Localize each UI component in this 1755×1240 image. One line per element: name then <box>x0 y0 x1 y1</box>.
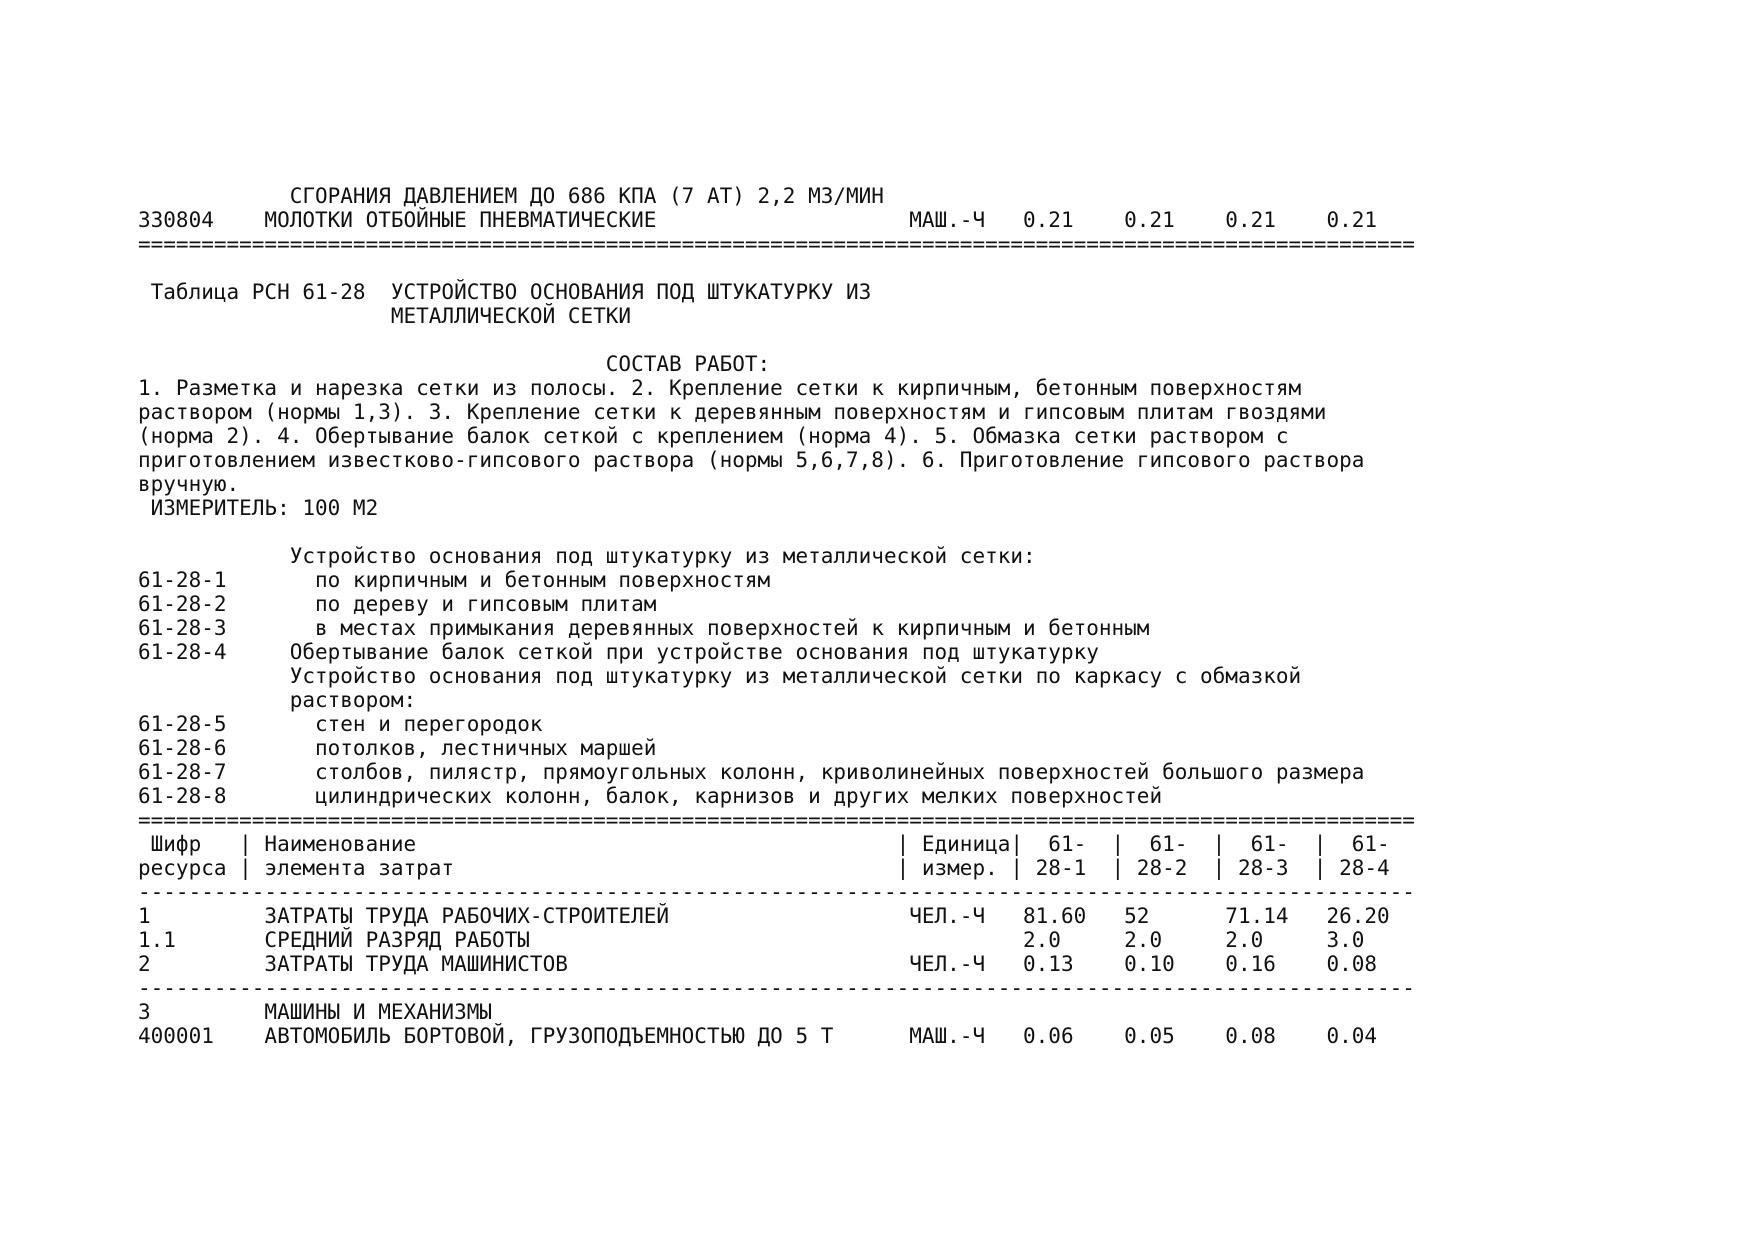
cost-table-line: 2 ЗАТРАТЫ ТРУДА МАШИНИСТОВ ЧЕЛ.-Ч 0.13 0.10 0.16 0.08 <box>138 952 1378 976</box>
cost-table-line: ресурса | элемента затрат | измер. | 28-1 | 28-2 | 28-3 | 28-4 <box>138 856 1390 880</box>
norm-index-line: 61-28-8 цилиндрических колонн, балок, карнизов и других мелких поверхностей <box>138 784 1163 808</box>
blank-line <box>138 520 1415 544</box>
norm-index-line: 61-28-2 по дереву и гипсовым плитам <box>138 592 657 616</box>
cost-table-line: ----------------------------------------------------------------------------------------------------- <box>138 976 1415 1000</box>
cost-table <box>138 808 1415 1048</box>
work-scope-line: приготовлением известково-гипсового раствора (нормы 5,6,7,8). 6. Приготовление гипсового раствора <box>138 448 1365 472</box>
norm-index <box>138 544 1415 808</box>
work-scope-line: раствором (нормы 1,3). 3. Крепление сетки к деревянным поверхностям и гипсовым плитам гвоздями <box>138 400 1327 424</box>
norm-index-line: 61-28-7 столбов, пилястр, прямоугольных колонн, криволинейных поверхностей большого размера <box>138 760 1365 784</box>
norm-index-line: 61-28-3 в местах примыкания деревянных поверхностей к кирпичным и бетонным <box>138 616 1150 640</box>
norm-index-line: 61-28-5 стен и перегородок <box>138 712 543 736</box>
table-heading <box>138 280 1415 352</box>
cost-table-line: Шифр | Наименование | Единица| 61- | 61- | 61- | 61- <box>138 832 1415 856</box>
table-heading-line: Таблица РСН 61-28 УСТРОЙСТВО ОСНОВАНИЯ ПОД ШТУКАТУРКУ ИЗ <box>138 280 872 304</box>
table-heading-line: МЕТАЛЛИЧЕСКОЙ СЕТКИ <box>138 304 632 328</box>
cost-table-line: ----------------------------------------------------------------------------------------------------- <box>138 880 1415 904</box>
norm-index-line: Устройство основания под штукатурку из металлической сетки: <box>138 544 1036 568</box>
cost-table-line: 1 ЗАТРАТЫ ТРУДА РАБОЧИХ-СТРОИТЕЛЕЙ ЧЕЛ.-Ч 81.60 52 71.14 26.20 <box>138 904 1390 928</box>
carryover-row-line: СГОРАНИЯ ДАВЛЕНИЕМ ДО 686 КПА (7 АТ) 2,2 М3/МИН <box>138 184 884 208</box>
cost-table-line: ===================================================================================================== <box>138 808 1415 832</box>
norm-index-line: раствором: <box>138 688 417 712</box>
norm-index-line: Устройство основания под штукатурку из металлической сетки по каркасу с обмазкой <box>138 664 1302 688</box>
cost-table-line: 3 МАШИНЫ И МЕХАНИЗМЫ <box>138 1000 493 1024</box>
plain-text-document <box>138 184 1415 1048</box>
norm-index-line: 61-28-4 Обертывание балок сеткой при устройстве основания под штукатурку <box>138 640 1099 664</box>
blank-line <box>138 328 1415 352</box>
work-scope-line: 1. Разметка и нарезка сетки из полосы. 2. Крепление сетки к кирпичным, бетонным поверхностям <box>138 376 1302 400</box>
carryover-row <box>138 184 1415 280</box>
work-scope-line: вручную. <box>138 472 240 496</box>
norm-index-line: 61-28-1 по кирпичным и бетонным поверхностям <box>138 568 771 592</box>
cost-table-line: 1.1 СРЕДНИЙ РАЗРЯД РАБОТЫ 2.0 2.0 2.0 3.0 <box>138 928 1365 952</box>
work-scope-line: СОСТАВ РАБОТ: <box>138 352 771 376</box>
carryover-row-line: 330804 МОЛОТКИ ОТБОЙНЫЕ ПНЕВМАТИЧЕСКИЕ МАШ.-Ч 0.21 0.21 0.21 0.21 <box>138 208 1378 232</box>
cost-table-line: 400001 АВТОМОБИЛЬ БОРТОВОЙ, ГРУЗОПОДЪЕМНОСТЬЮ ДО 5 Т МАШ.-Ч 0.06 0.05 0.08 0.04 <box>138 1024 1378 1048</box>
work-scope <box>138 352 1415 544</box>
work-scope-line: ИЗМЕРИТЕЛЬ: 100 М2 <box>138 496 379 520</box>
norm-index-line: 61-28-6 потолков, лестничных маршей <box>138 736 657 760</box>
work-scope-line: (норма 2). 4. Обертывание балок сеткой с креплением (норма 4). 5. Обмазка сетки раствором с <box>138 424 1289 448</box>
blank-line <box>138 256 1415 280</box>
carryover-row-line: ===================================================================================================== <box>138 232 1415 256</box>
